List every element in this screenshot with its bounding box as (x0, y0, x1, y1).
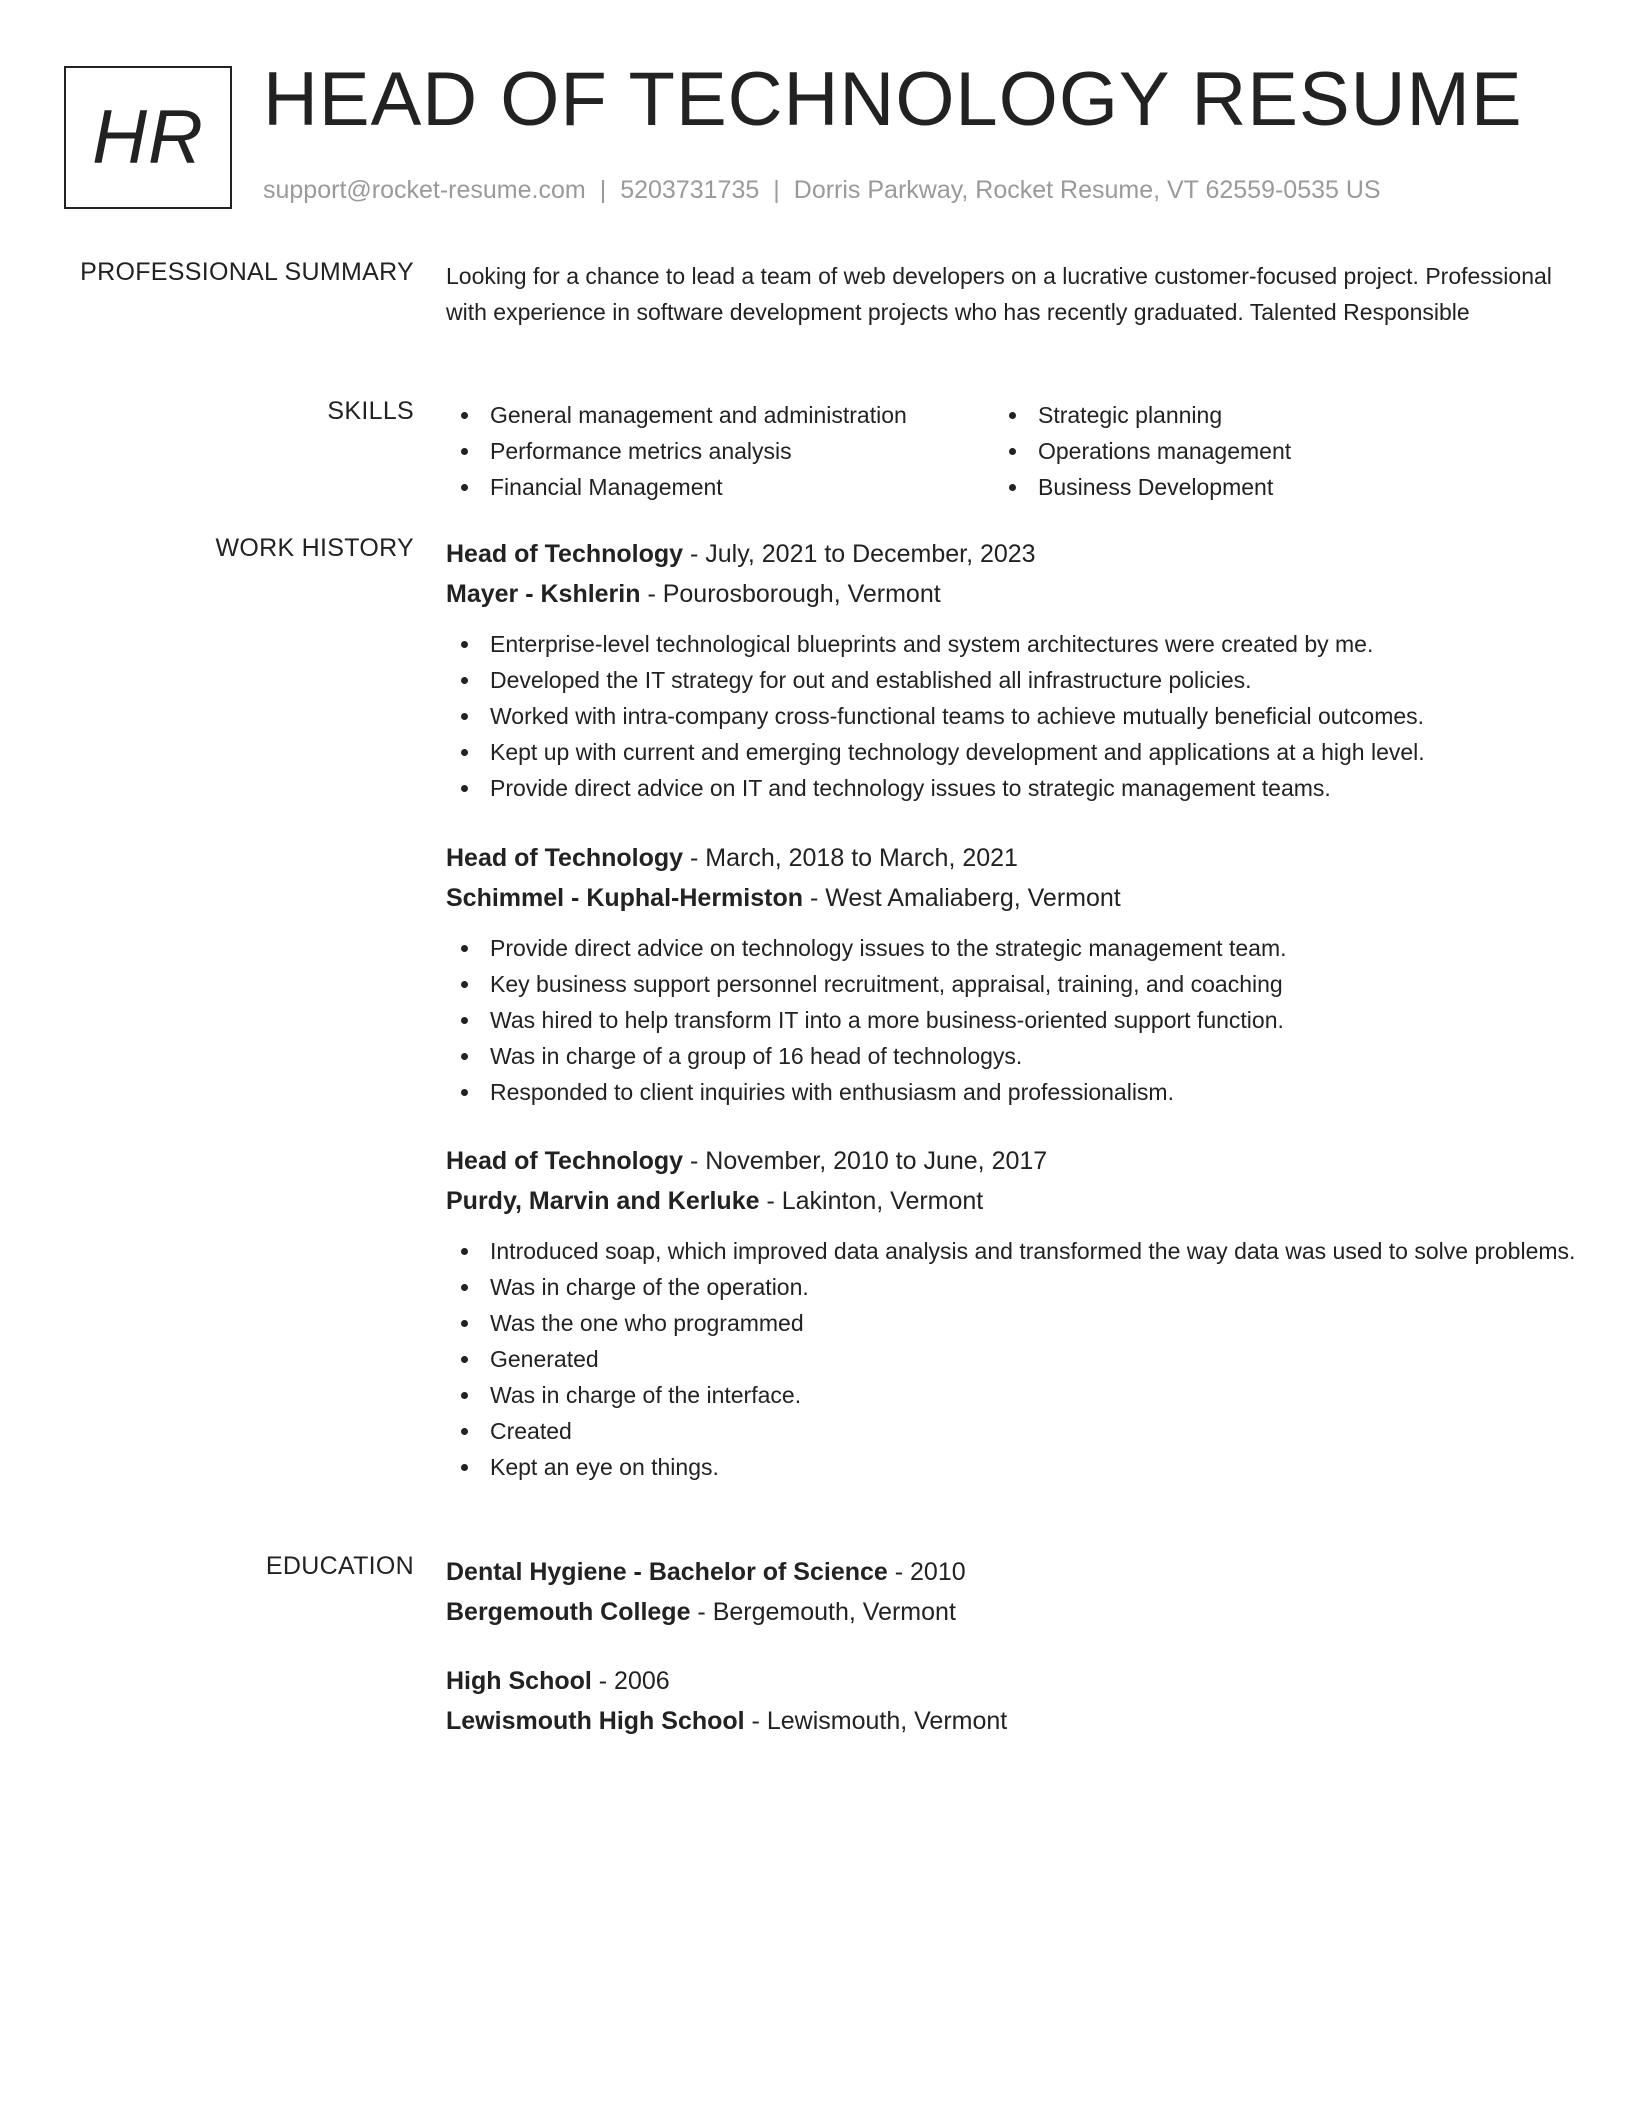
job-duty: Was in charge of the interface. (446, 1377, 1586, 1413)
job-company: Purdy, Marvin and Kerluke (446, 1187, 760, 1215)
job-duty: Was the one who programmed (446, 1305, 1586, 1341)
skill-item: Strategic planning (994, 397, 1542, 433)
job-duty: Responded to client inquiries with enthusiasm and professionalism. (446, 1074, 1586, 1110)
summary-text: Looking for a chance to lead a team of web developers on a lucrative customer-focused project. Professional with experience in software development projects who has recently graduated. Talented Responsible (446, 263, 1552, 325)
resume-title: HEAD OF TECHNOLOGY RESUME (263, 57, 1523, 142)
contact-line (263, 176, 1381, 205)
job-dates: - March, 2018 to March, 2021 (683, 844, 1018, 872)
section-label-education: EDUCATION (265, 1552, 414, 1580)
job-duties (446, 626, 1586, 806)
school-name: Bergemouth College (446, 1598, 691, 1626)
degree-year: - 2006 (591, 1667, 670, 1695)
degree-name: High School (446, 1667, 592, 1695)
skill-item: General management and administration (446, 397, 994, 433)
job-entry (446, 1141, 1586, 1485)
job-duty: Kept up with current and emerging technology development and applications at a high level. (446, 734, 1586, 770)
skill-item: Performance metrics analysis (446, 433, 994, 469)
job-title-line (446, 1141, 1586, 1181)
job-title-line (446, 838, 1586, 878)
job-duty: Generated (446, 1341, 1586, 1377)
contact-separator: | (599, 176, 607, 204)
job-title-line (446, 534, 1586, 574)
contact-email[interactable]: support@rocket-resume.com (263, 176, 586, 204)
job-entry (446, 838, 1586, 1110)
job-location: - West Amaliaberg, Vermont (803, 884, 1121, 912)
job-title: Head of Technology (446, 540, 684, 568)
job-duty: Was in charge of the operation. (446, 1269, 1586, 1305)
contact-separator: | (773, 176, 780, 204)
skills-list-right (994, 397, 1542, 505)
job-duty: Was in charge of a group of 16 head of technologys. (446, 1038, 1586, 1074)
section-label-work-history: WORK HISTORY (215, 534, 414, 562)
skill-item: Operations management (994, 433, 1542, 469)
job-duty: Provide direct advice on technology issues to the strategic management team. (446, 930, 1586, 966)
job-title: Head of Technology (446, 1147, 684, 1175)
contact-address: Dorris Parkway, Rocket Resume, VT 62559-0535 US (793, 176, 1381, 204)
school-name: Lewismouth High School (446, 1707, 745, 1735)
school-location: - Lewismouth, Vermont (744, 1707, 1008, 1735)
job-dates: - November, 2010 to June, 2017 (683, 1147, 1048, 1175)
degree-name: Dental Hygiene - Bachelor of Science (446, 1558, 888, 1586)
skill-item: Financial Management (446, 469, 994, 505)
job-location: - Lakinton, Vermont (759, 1187, 984, 1215)
section-label-skills: SKILLS (327, 397, 414, 425)
contact-phone[interactable]: 5203731735 (620, 176, 760, 204)
school-line (446, 1592, 1586, 1632)
job-company-line (446, 574, 1586, 614)
school-line (446, 1701, 1586, 1741)
job-company-line (446, 878, 1586, 918)
skill-item: Business Development (994, 469, 1542, 505)
job-company-line (446, 1181, 1586, 1221)
job-duties (446, 930, 1586, 1110)
job-duties (446, 1233, 1586, 1485)
degree-year: - 2010 (887, 1558, 966, 1586)
job-duty: Created (446, 1413, 1586, 1449)
job-entry (446, 534, 1586, 806)
skills-list-left (446, 397, 994, 505)
job-duty: Provide direct advice on IT and technology issues to strategic management teams. (446, 770, 1586, 806)
school-location: - Bergemouth, Vermont (690, 1598, 956, 1626)
section-label-summary: PROFESSIONAL SUMMARY (80, 258, 414, 286)
degree-line (446, 1552, 1586, 1592)
job-location: - Pourosborough, Vermont (640, 580, 941, 608)
education-entry (446, 1661, 1586, 1741)
job-duty: Was hired to help transform IT into a more business-oriented support function. (446, 1002, 1586, 1038)
job-title: Head of Technology (446, 844, 684, 872)
job-duty: Introduced soap, which improved data analysis and transformed the way data was used to solve problems. (446, 1233, 1586, 1269)
monogram-logo: HR (64, 66, 232, 209)
job-duty: Developed the IT strategy for out and established all infrastructure policies. (446, 662, 1586, 698)
job-company: Mayer - Kshlerin (446, 580, 641, 608)
job-duty: Key business support personnel recruitment, appraisal, training, and coaching (446, 966, 1586, 1002)
job-duty: Kept an eye on things. (446, 1449, 1586, 1485)
job-duty: Worked with intra-company cross-functional teams to achieve mutually beneficial outcomes. (446, 698, 1586, 734)
education-entry (446, 1552, 1586, 1632)
job-company: Schimmel - Kuphal-Hermiston (446, 884, 803, 912)
degree-line (446, 1661, 1586, 1701)
job-duty: Enterprise-level technological blueprints and system architectures were created by me. (446, 626, 1586, 662)
job-dates: - July, 2021 to December, 2023 (683, 540, 1036, 568)
